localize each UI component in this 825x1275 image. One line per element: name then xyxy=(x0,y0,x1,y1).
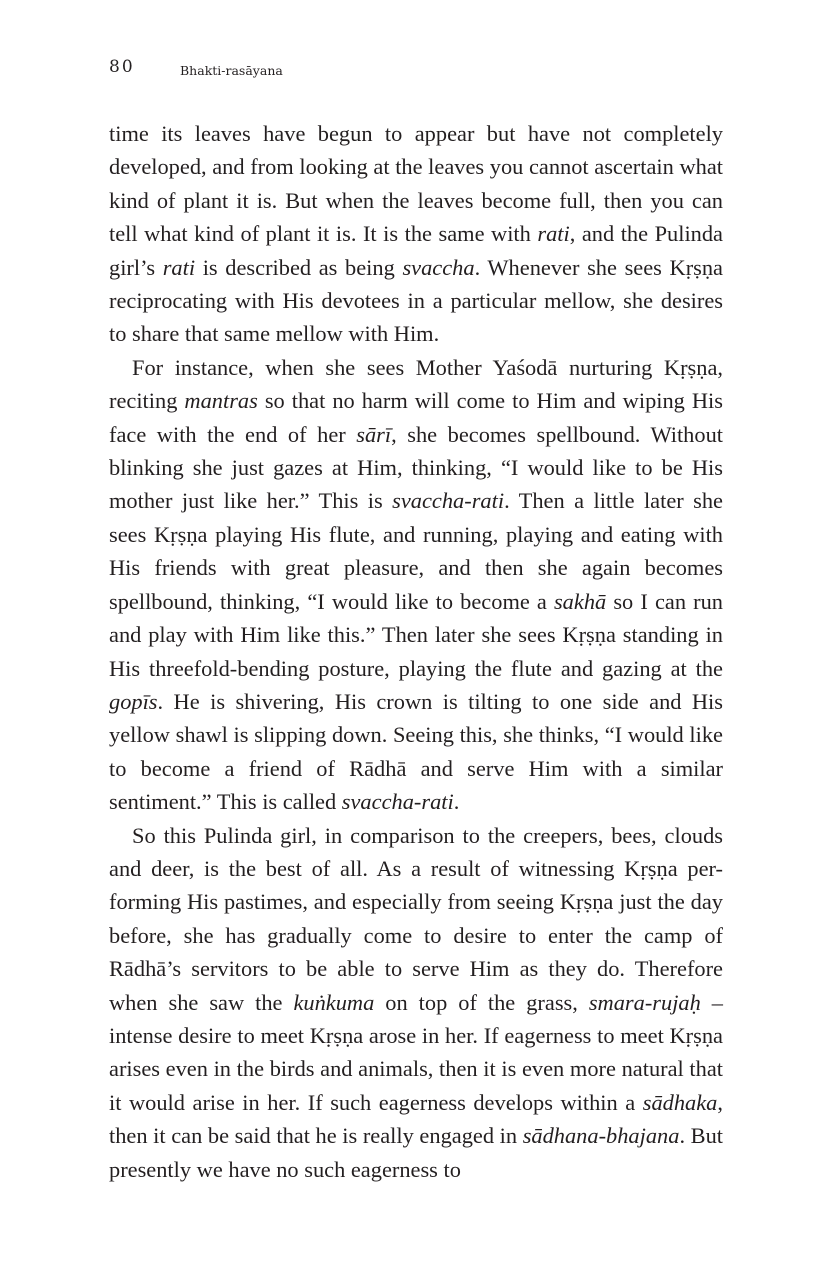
paragraph-2 xyxy=(109,351,723,819)
text-segment: For instance, when she sees Mother Yaśodā nurturing Kṛṣṇa, reciting xyxy=(109,354,723,414)
text-segment: time its leaves have begun to appear but have not completely developed, and from looking at the leaves you cannot ascertain what kind of plant it is. But when the leaves become full, then you can tell what kind of plant it is. It is the same with xyxy=(109,121,723,247)
italic-term: rati xyxy=(162,254,196,280)
italic-term: sādhaka xyxy=(642,1089,718,1115)
text-segment: is described as being xyxy=(195,254,403,280)
text-segment: . Whenever she sees Kṛṣṇa reciprocating with His devotees in a particular mellow, she desires to share that same mellow with Him. xyxy=(109,254,723,347)
text-segment: . Then a little later she sees Kṛṣṇa playing His flute, and running, playing and eating with His friends with great pleasure, and then she again becomes spellbound, thinking, “I would like to become a xyxy=(109,488,723,614)
italic-term: svaccha xyxy=(402,254,475,280)
italic-term: rati xyxy=(537,221,570,247)
text-segment: . But presently we have no such eagerness to xyxy=(109,1123,724,1182)
italic-term: sārī xyxy=(356,421,392,447)
text-segment: So this Pulinda girl, in comparison to the creepers, bees, clouds and deer, is the best of all. As a result of witnessing Kṛṣṇa per-forming His pastimes, and especially from seeing Kṛṣṇa just the day before, she has gradually come to desire to enter the camp of Rādhā’s servitors to be able to serve Him as they do. Therefore when she saw the xyxy=(109,822,723,1015)
text-segment: . He is shivering, His crown is tilting to one side and His yellow shawl is slipping down. Seeing this, she thinks, “I would like to become a friend of Rādhā and serve Him with a similar sentiment.” This is called xyxy=(109,688,723,815)
text-segment: so that no harm will come to Him and wiping His face with the end of her xyxy=(109,388,723,447)
italic-term: kuṅkuma xyxy=(293,989,375,1015)
text-segment: on top of the grass, xyxy=(374,989,589,1015)
text-segment: – intense desire to meet Kṛṣṇa arose in her. If eagerness to meet Kṛṣṇa arises even in the birds and animals, then it is even more natural that it would arise in her. If such eagerness develops within a xyxy=(109,989,723,1115)
paragraph-3 xyxy=(109,819,723,1186)
paragraph-1 xyxy=(109,117,723,351)
italic-term: mantras xyxy=(184,388,258,414)
italic-term: gopīs xyxy=(109,688,158,714)
text-segment: so I can run and play with Him like this.” Then later she sees Kṛṣṇa standing in His threefold-bending posture, playing the flute and gazing at the xyxy=(109,588,723,681)
text-segment: , she becomes spellbound. Without blinking she just gazes at Him, thinking, “I would like to be His mother just like her.” This is xyxy=(109,421,723,514)
italic-term: sakhā xyxy=(553,588,607,614)
body-text xyxy=(109,117,723,1186)
running-title: Bhakti-rasāyana xyxy=(180,63,283,78)
text-segment: , and the Pulinda girl’s xyxy=(109,221,723,280)
text-segment: . xyxy=(453,789,460,815)
italic-term: svaccha-rati xyxy=(392,488,505,514)
italic-term: svaccha-rati xyxy=(341,789,454,815)
text-segment: , then it can be said that he is really engaged in xyxy=(109,1089,723,1149)
italic-term: sādhana-bhajana xyxy=(522,1123,680,1149)
page-number: 80 xyxy=(109,57,135,77)
italic-term: smara-rujaḥ xyxy=(588,989,701,1015)
